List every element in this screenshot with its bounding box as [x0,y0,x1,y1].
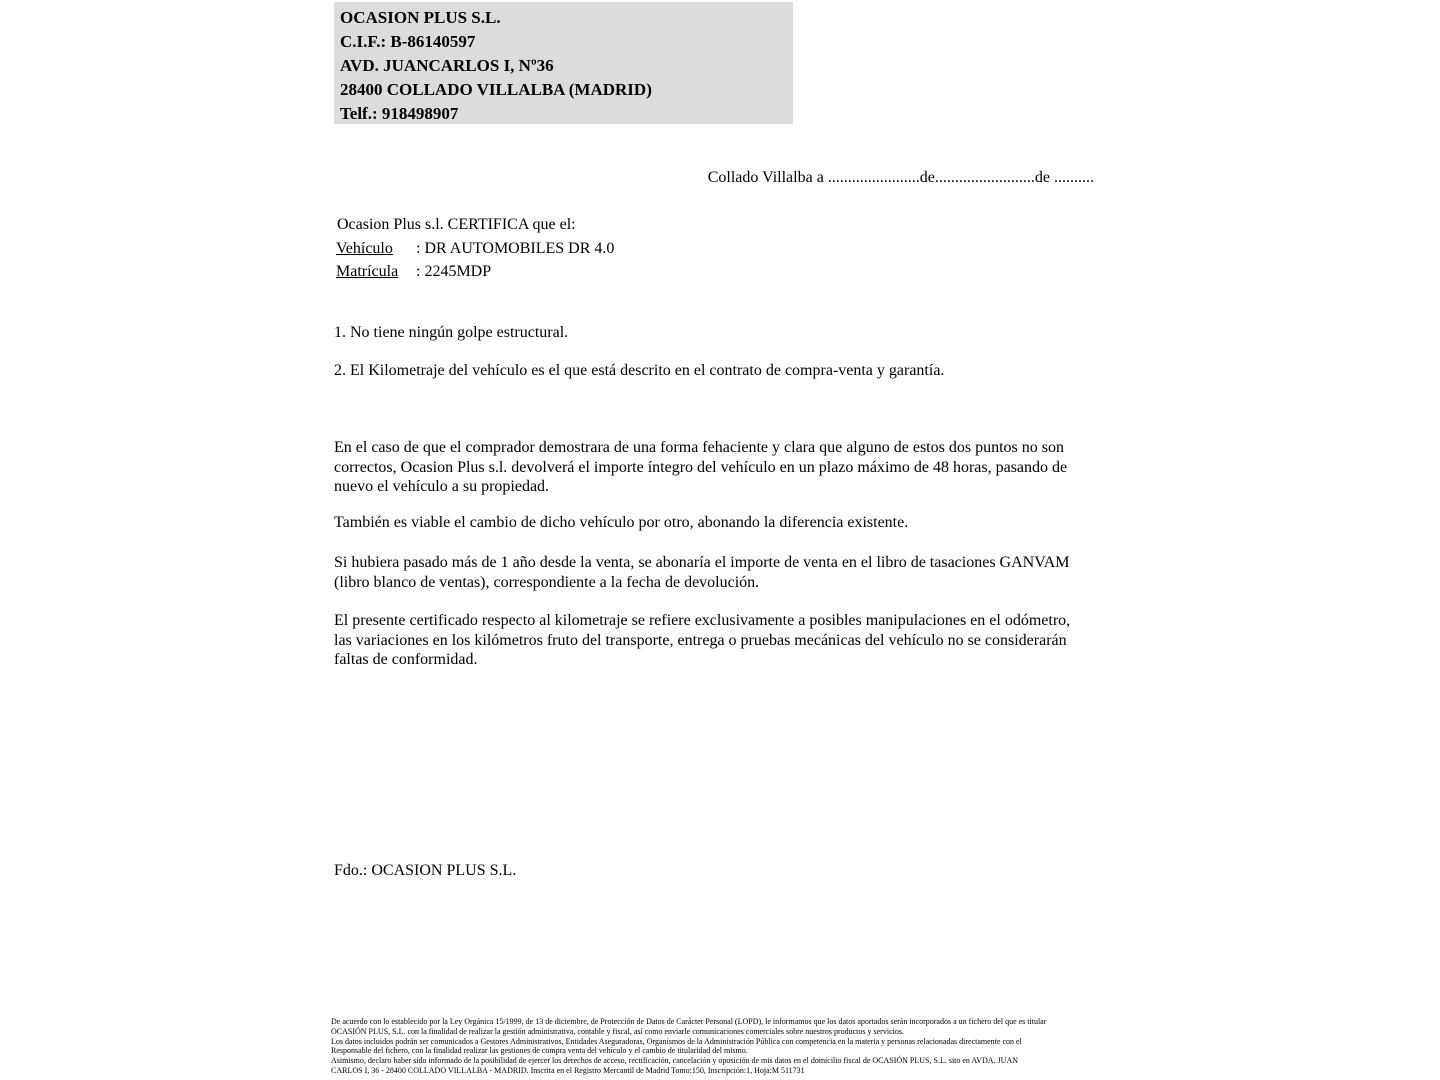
vehicle-value: : DR AUTOMOBILES DR 4.0 [416,240,615,257]
legal-line-3: Los datos incluidos podrán ser comunicados a Gestores Administrativos, Entidades Aseguradoras, Organismos de la Administración Pública con competencia en la materia y personas relacionadas directamente con el [331,1036,1022,1046]
vehicle-label: Vehículo [336,240,393,257]
signature-line: Fdo.: OCASION PLUS S.L. [334,862,517,879]
plate-line [336,262,491,282]
legal-line-2: OCASIÓN PLUS, S.L. con la finalidad de realizar la gestión administrativa, contable y fiscal, así como enviarle comunicaciones comerciales sobre nuestros productos y servicios. [331,1026,904,1036]
company-phone: Telf.: 918498907 [340,104,459,123]
company-name: OCASION PLUS S.L. [340,8,501,27]
plate-label: Matrícula [336,263,399,280]
certified-point-2: 2. El Kilometraje del vehículo es el que está descrito en el contrato de compra-venta y garantía. [334,362,945,379]
date-line: Collado Villalba a .......................de.........................de .......... [707,169,1094,186]
legal-line-5: Asimismo, declaro haber sido informado de la posibilidad de ejercer los derechos de acceso, rectificación, cancelación y oposición de mis datos en el domicilio fiscal de OCASIÓN PLUS, S.L. sito en AVDA. JUAN [331,1056,1019,1066]
certified-point-1: 1. No tiene ningún golpe estructural. [334,324,569,341]
certify-intro: Ocasion Plus s.l. CERTIFICA que el: [337,216,576,233]
vehicle-line [336,239,614,259]
company-header-box [334,2,793,124]
company-city: 28400 COLLADO VILLALBA (MADRID) [340,80,652,99]
paragraph-exchange-option: También es viable el cambio de dicho vehículo por otro, abonando la diferencia existente. [334,514,909,531]
legal-line-6: CARLOS I, 36 - 28400 COLLADO VILLALBA - MADRID. Inscrita en el Registro Mercantil de Madrid Tomo:150, Inscripción:1, Hoja:M 511731 [331,1065,805,1075]
legal-line-1: De acuerdo con lo establecido por la Ley Orgánica 15/1999, de 13 de diciembre, de Protección de Datos de Carácter Personal (LOPD), le informamos que los datos aportados serán incorporados a un fichero del que es titular [331,1017,1047,1026]
company-address: AVD. JUANCARLOS I, Nº36 [340,56,554,75]
paragraph-ganvam-valuation: Si hubiera pasado más de 1 año desde la venta, se abonaría el importe de venta en el libro de tasaciones GANVAM (libro blanco de ventas), correspondiente a la fecha de devolución. [334,554,1070,591]
company-cif: C.I.F.: B-86140597 [340,32,476,51]
legal-line-4: Responsable del fichero, con la finalidad realizar las gestiones de compra venta del vehículo y el cambio de titularidad del mismo. [331,1046,748,1056]
paragraph-refund-terms: En el caso de que el comprador demostrara de una forma fehaciente y clara que alguno de estos dos puntos no son correctos, Ocasion Plus s.l. devolverá el importe íntegro del vehículo en un plazo máximo de 48 horas, pasando de nuevo el vehículo a su propiedad. [334,439,1068,495]
legal-fine-print [331,1017,1121,1076]
paragraph-odometer-disclaimer: El presente certificado respecto al kilometraje se refiere exclusivamente a posibles manipulaciones en el odómetro, las variaciones en los kilómetros fruto del transporte, entrega o pruebas mecánicas del vehículo no se considerarán faltas de conformidad. [334,612,1071,668]
plate-value: : 2245MDP [416,263,492,280]
